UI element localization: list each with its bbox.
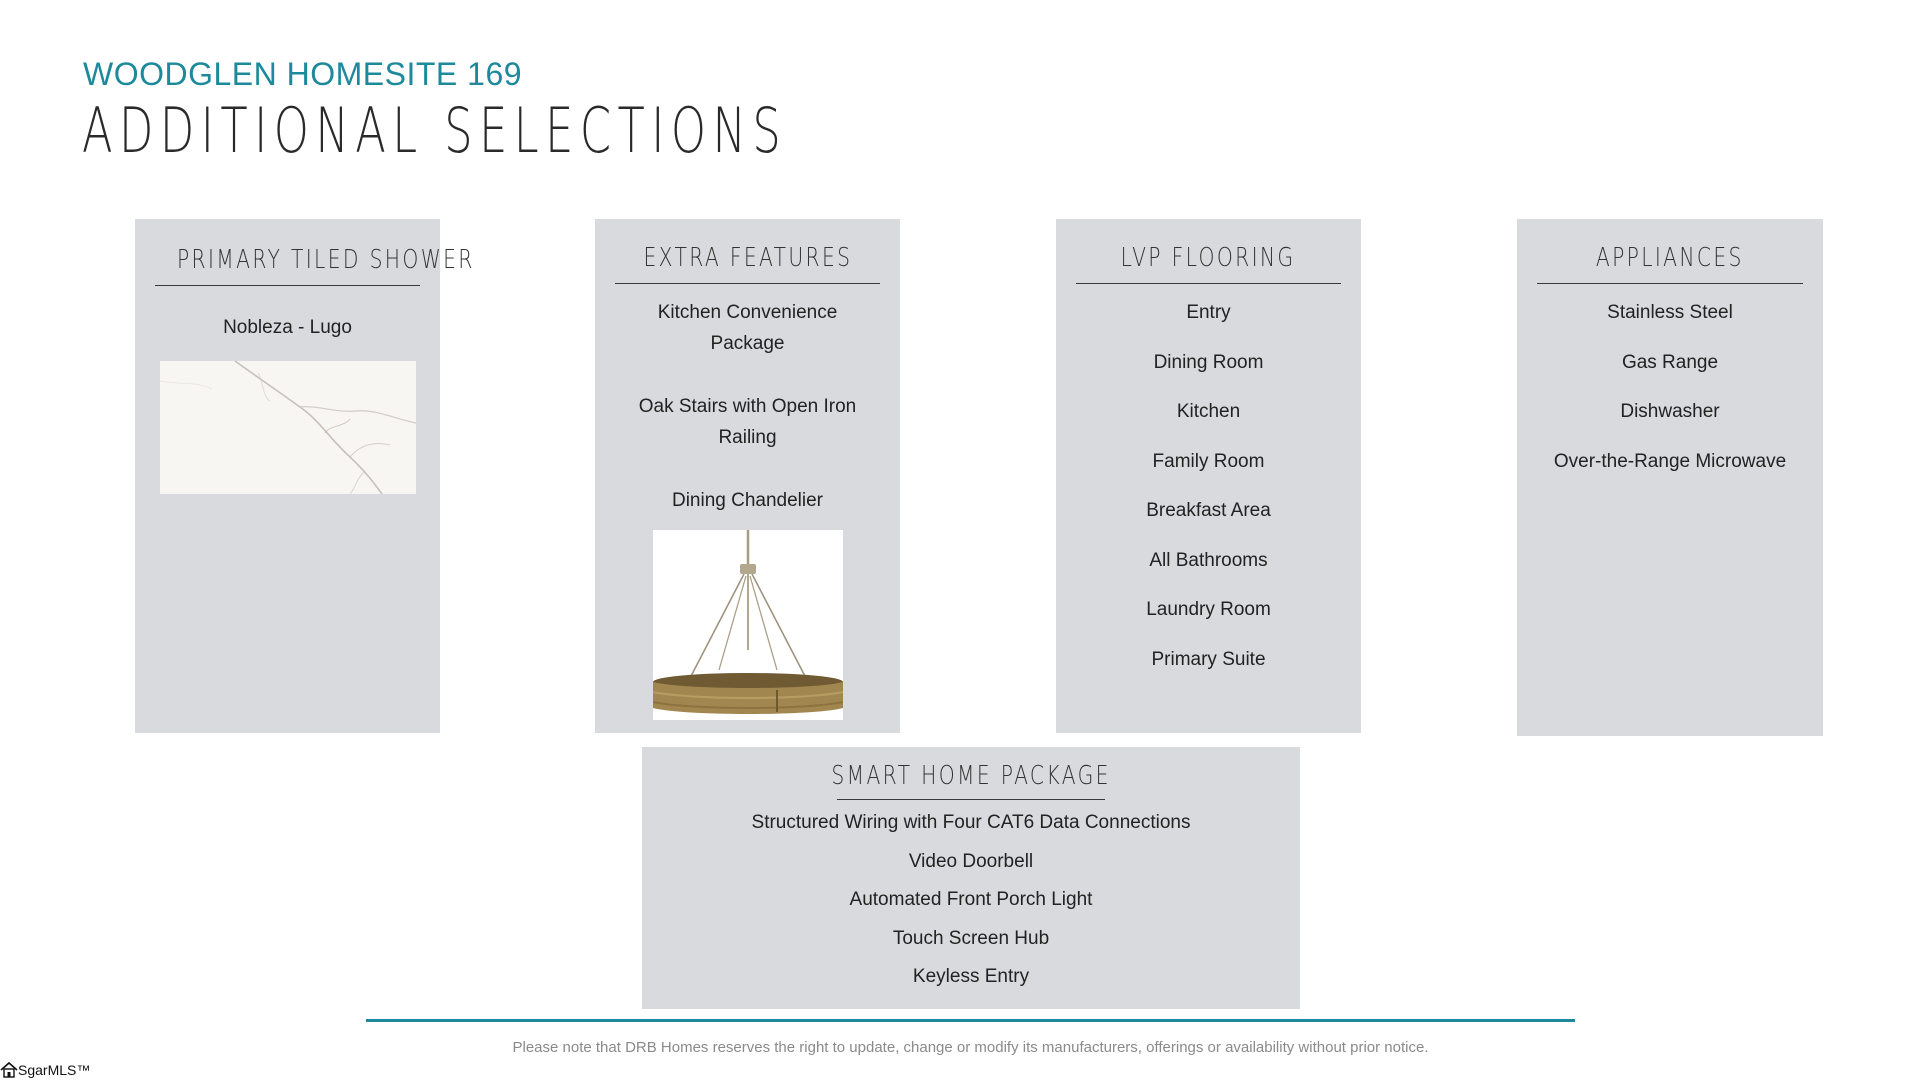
list-item: Gas Range [1621,351,1719,373]
card-heading: LVP FLOORING [1121,243,1296,273]
footer-divider [366,1019,1575,1022]
list-item: Family Room [1152,450,1265,472]
heading-divider [1076,283,1341,284]
list-item: Entry [1186,302,1231,323]
primary-tiled-shower-card [135,219,475,733]
mls-watermark-text: SgarMLS™ [18,1062,91,1078]
list-item: Primary Suite [1151,648,1266,670]
house-icon [0,1061,18,1079]
list-item: Kitchen Convenience Package [657,302,838,354]
marble-swatch [160,361,416,494]
list-item: Laundry Room [1146,599,1271,620]
list-item: Stainless Steel [1607,302,1733,323]
heading-divider [837,799,1105,800]
card-heading: APPLIANCES [1596,243,1744,273]
chandelier-image [653,530,843,720]
card-heading: PRIMARY TILED SHOWER [176,245,475,275]
list-item: Automated Front Porch Light [849,889,1093,910]
page-title: ADDITIONAL SELECTIONS [82,94,788,167]
lvp-flooring-card [1056,219,1361,733]
appliances-card [1517,219,1823,736]
list-item: Oak Stairs with Open Iron Railing [638,396,857,448]
list-item: Over-the-Range Microwave [1553,450,1787,472]
list-item: Video Doorbell [908,850,1034,872]
list-item: Nobleza - Lugo [223,317,352,338]
list-item: All Bathrooms [1149,549,1268,571]
marble-tile-image [160,361,416,494]
heading-divider [1537,283,1803,284]
list-item: Dining Chandelier [671,490,824,511]
list-item: Dining Room [1153,351,1264,373]
card-heading: EXTRA FEATURES [643,243,852,273]
heading-divider [615,283,880,284]
disclaimer-text: Please note that DRB Homes reserves the right to update, change or modify its manufacturers, offerings or availability without prior notice. [512,1039,1429,1056]
card-heading: SMART HOME PACKAGE [831,761,1111,791]
list-item: Structured Wiring with Four CAT6 Data Connections [751,812,1191,833]
mls-watermark [0,1060,90,1080]
list-item: Breakfast Area [1146,500,1271,521]
smart-home-package-card [642,747,1300,1009]
list-item: Keyless Entry [912,966,1030,987]
list-item: Dishwasher [1620,401,1720,422]
homesite-subtitle: WOODGLEN HOMESITE 169 [83,56,523,92]
extra-features-card [595,219,900,733]
list-item: Kitchen [1176,401,1241,422]
list-item: Touch Screen Hub [892,927,1050,949]
heading-divider [155,285,420,286]
